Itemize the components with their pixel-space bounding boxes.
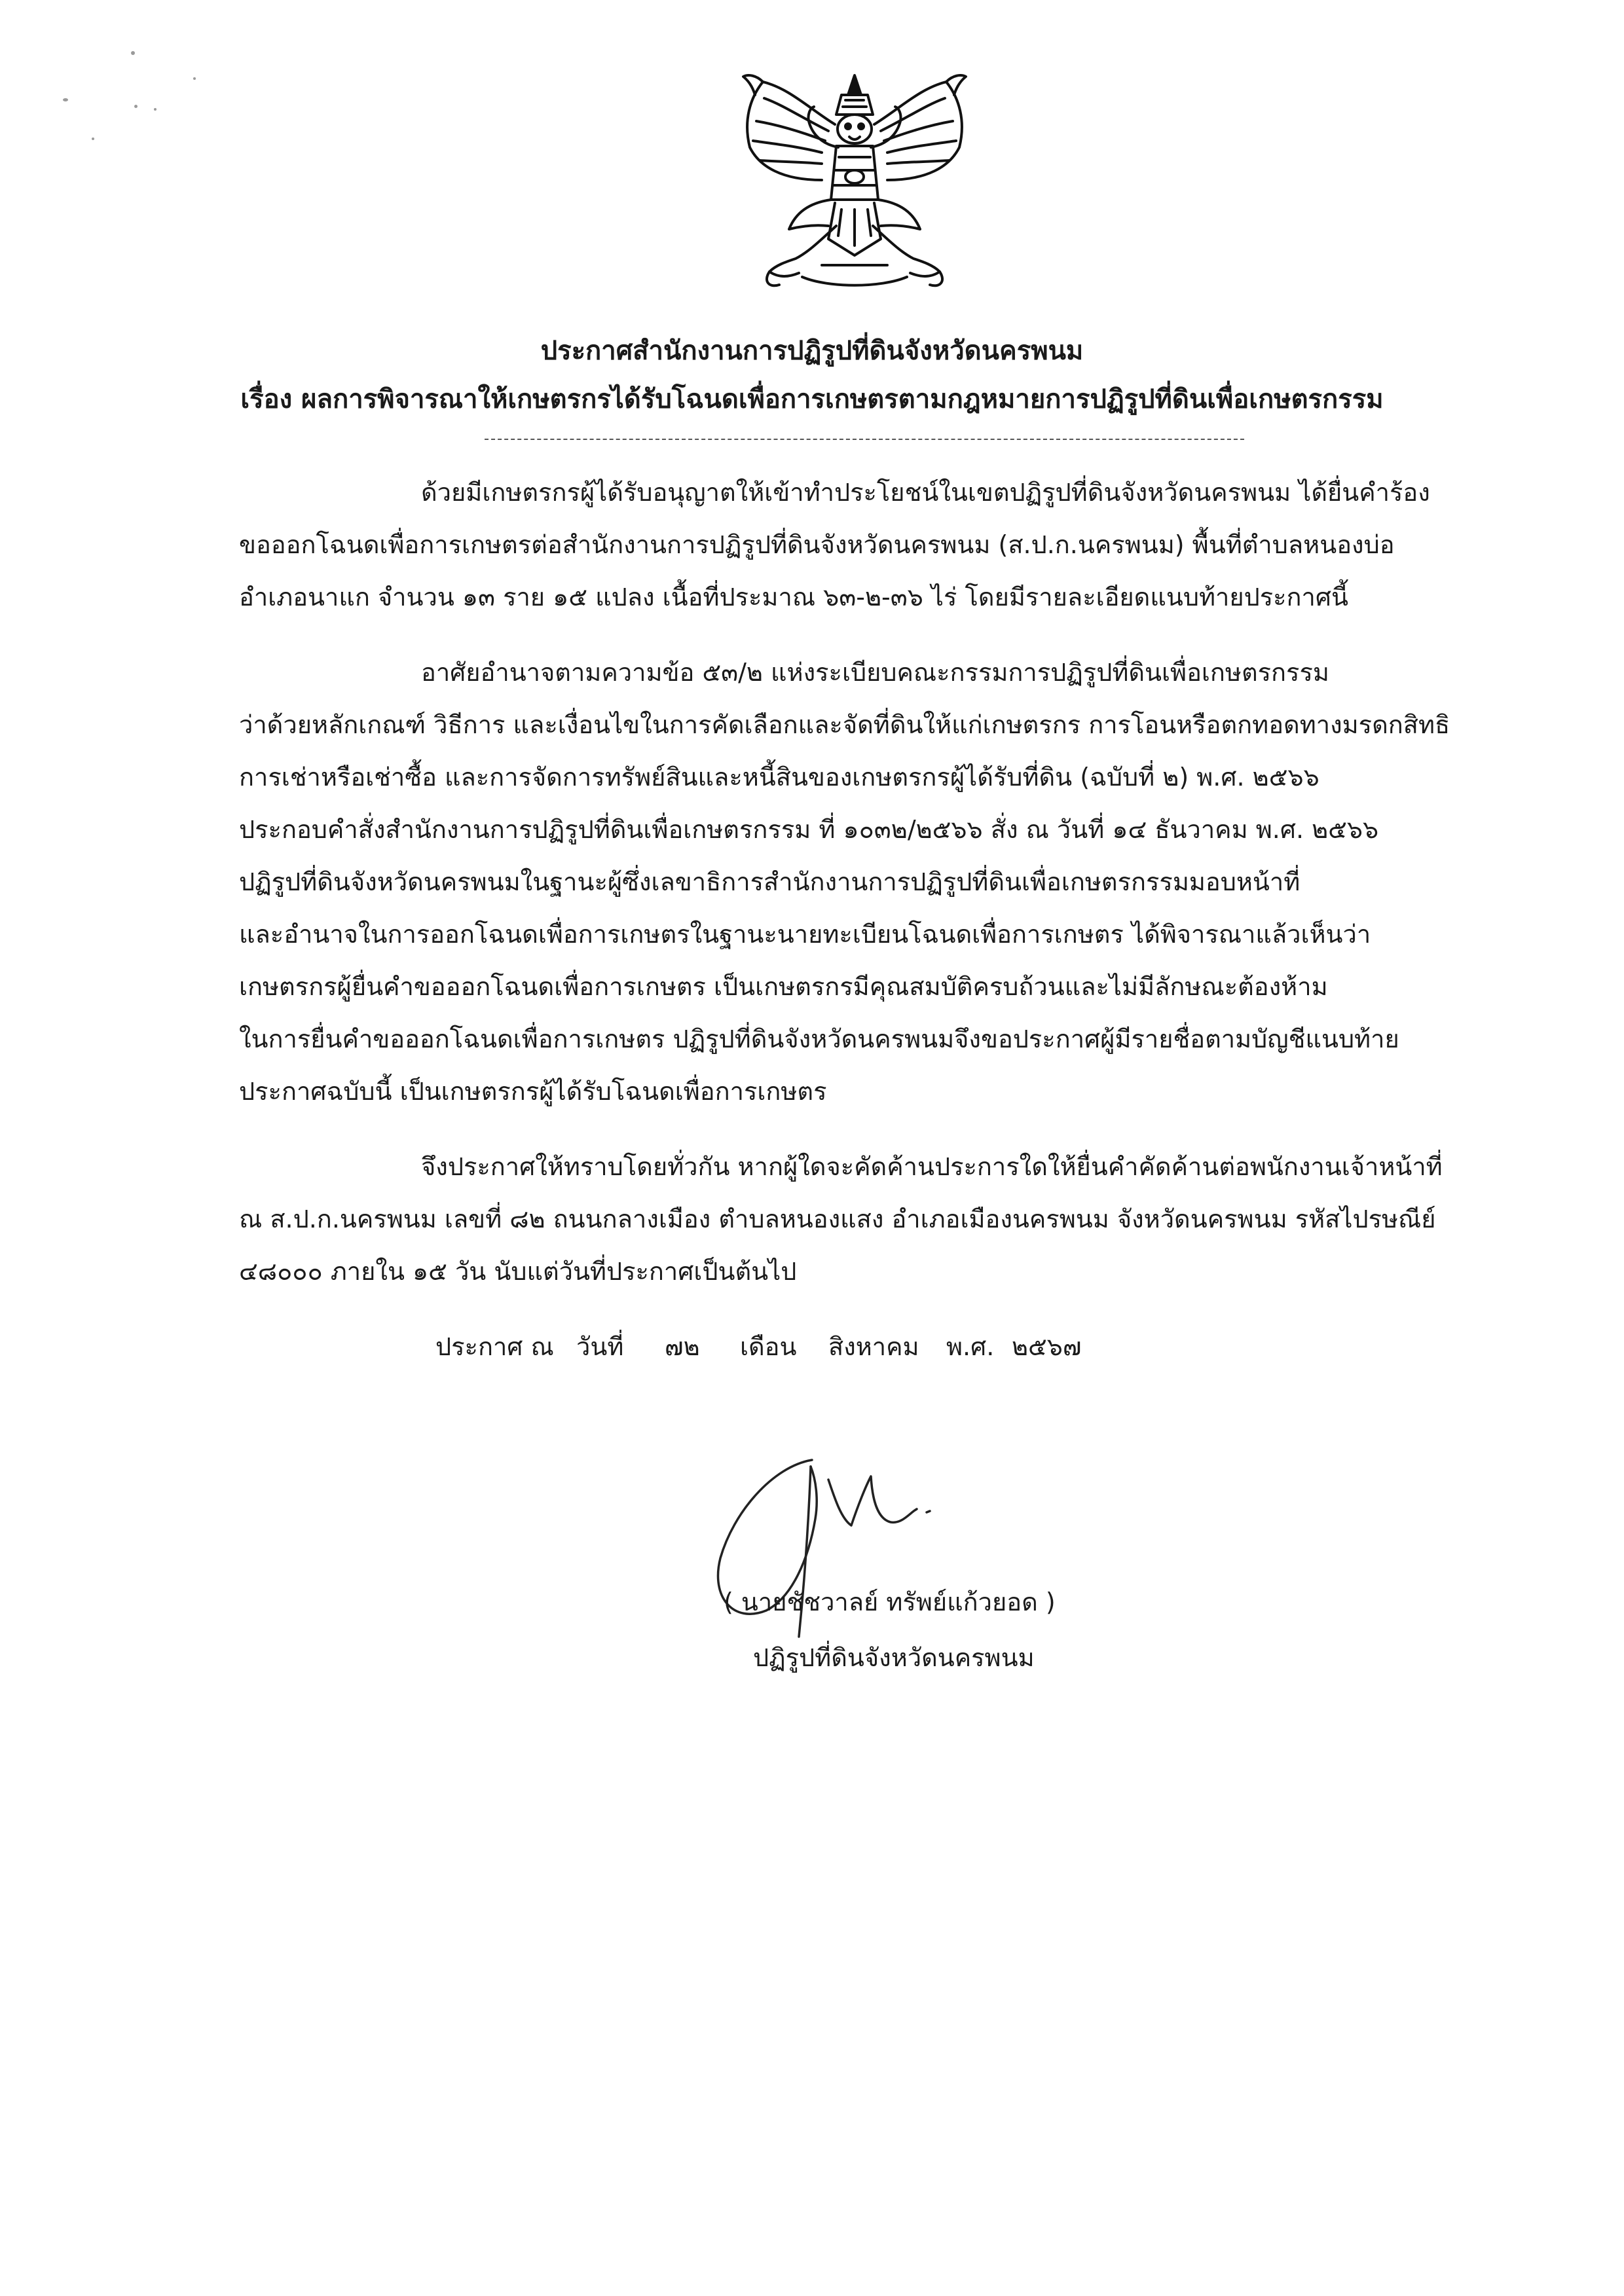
scan-speck: [92, 137, 94, 140]
scan-speck: [63, 98, 68, 101]
signatory-name: ( นายชัชวาลย์ ทรัพย์แก้วยอด ): [724, 1588, 1056, 1616]
scan-speck: [193, 77, 196, 80]
date-prefix: ประกาศ ณ: [435, 1332, 554, 1361]
paragraph-2-line: อาศัยอำนาจตามความข้อ ๕๓/๒ แห่งระเบียบคณะกรรมการปฏิรูปที่ดินเพื่อเกษตรกรรม: [421, 658, 1329, 687]
announcement-subject: เรื่อง ผลการพิจารณาให้เกษตรกรได้รับโฉนดเพื่อการเกษตรตามกฎหมายการปฏิรูปที่ดินเพื่อเกษตรกรรม: [240, 384, 1384, 414]
announcement-title: ประกาศสำนักงานการปฏิรูปที่ดินจังหวัดนครพนม: [540, 336, 1084, 366]
paragraph-2-line: ว่าด้วยหลักเกณฑ์ วิธีการ และเงื่อนไขในการคัดเลือกและจัดที่ดินให้แก่เกษตรกร การโอนหรือตกทอดทางมรดกสิทธิ: [239, 710, 1450, 739]
date-year-label: พ.ศ.: [946, 1332, 995, 1361]
paragraph-2-line: ประกาศฉบับนี้ เป็นเกษตรกรผู้ได้รับโฉนดเพื่อการเกษตร: [239, 1077, 827, 1106]
paragraph-2-line: ปฏิรูปที่ดินจังหวัดนครพนมในฐานะผู้ซึ่งเลขาธิการสำนักงานการปฏิรูปที่ดินเพื่อเกษตรกรรมมอบหน้าที่: [239, 867, 1301, 896]
paragraph-2-line: การเช่าหรือเช่าซื้อ และการจัดการทรัพย์สินและหนี้สินของเกษตรกรผู้ได้รับที่ดิน (ฉบับที่ ๒) พ.ศ. ๒๕๖๖: [239, 763, 1320, 792]
paragraph-3-line: จึงประกาศให้ทราบโดยทั่วกัน หากผู้ใดจะคัดค้านประการใดให้ยื่นคำคัดค้านต่อพนักงานเจ้าหน้าที่: [421, 1152, 1443, 1181]
date-year: ๒๕๖๗: [1012, 1332, 1082, 1361]
date-day: ๗๒: [665, 1332, 700, 1361]
paragraph-3-line: ๔๘๐๐๐ ภายใน ๑๕ วัน นับแต่วันที่ประกาศเป็นต้นไป: [239, 1257, 797, 1286]
date-month-label: เดือน: [740, 1332, 797, 1361]
paragraph-3-line: ณ ส.ป.ก.นครพนม เลขที่ ๘๒ ถนนกลางเมือง ตำบลหนองแสง อำเภอเมืองนครพนม จังหวัดนครพนม รหัสไปรษณีย์: [239, 1205, 1436, 1233]
date-day-label: วันที่: [576, 1332, 624, 1361]
paragraph-2-line: ประกอบคำสั่งสำนักงานการปฏิรูปที่ดินเพื่อเกษตรกรรม ที่ ๑๐๓๒/๒๕๖๖ สั่ง ณ วันที่ ๑๔ ธันวาคม พ.ศ. ๒๕๖๖: [239, 815, 1379, 844]
garuda-emblem-icon: [724, 69, 986, 304]
paragraph-1-line: ด้วยมีเกษตรกรผู้ได้รับอนุญาตให้เข้าทำประโยชน์ในเขตปฏิรูปที่ดินจังหวัดนครพนม ได้ยื่นคำร้อง: [421, 478, 1430, 507]
scan-speck: [131, 51, 135, 55]
paragraph-2-line: ในการยื่นคำขอออกโฉนดเพื่อการเกษตร ปฏิรูปที่ดินจังหวัดนครพนมจึงขอประกาศผู้มีรายชื่อตามบัญชีแนบท้าย: [239, 1025, 1399, 1053]
paragraph-2-line: เกษตรกรผู้ยื่นคำขอออกโฉนดเพื่อการเกษตร เป็นเกษตรกรมีคุณสมบัติครบถ้วนและไม่มีลักษณะต้องห้าม: [239, 972, 1328, 1001]
paragraph-2-line: และอำนาจในการออกโฉนดเพื่อการเกษตรในฐานะนายทะเบียนโฉนดเพื่อการเกษตร ได้พิจารณาแล้วเห็นว่า: [239, 920, 1371, 949]
heading-divider: [485, 439, 1244, 440]
scan-speck: [134, 105, 138, 108]
date-month: สิงหาคม: [828, 1332, 919, 1361]
paragraph-1-line: อำเภอนาแก จำนวน ๑๓ ราย ๑๕ แปลง เนื้อที่ประมาณ ๖๓-๒-๓๖ ไร่ โดยมีรายละเอียดแนบท้ายประกาศนี้: [239, 583, 1348, 611]
signatory-position: ปฏิรูปที่ดินจังหวัดนครพนม: [753, 1643, 1035, 1672]
scan-speck: [154, 108, 157, 111]
paragraph-1-line: ขอออกโฉนดเพื่อการเกษตรต่อสำนักงานการปฏิรูปที่ดินจังหวัดนครพนม (ส.ป.ก.นครพนม) พื้นที่ตำบลหนองบ่อ: [239, 530, 1395, 559]
